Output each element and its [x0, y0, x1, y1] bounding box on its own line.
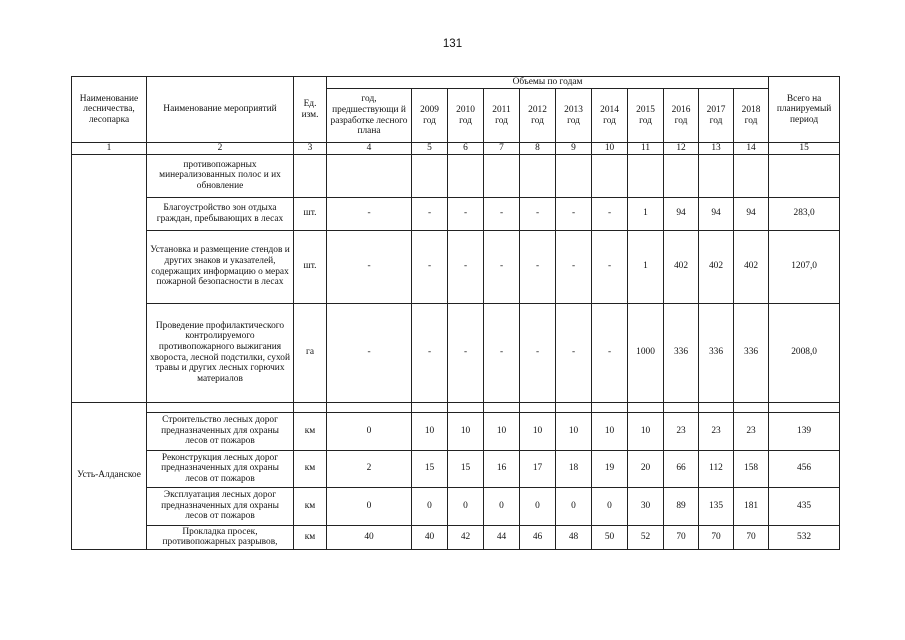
event-name: Проведение профилактического контролируемого противопожарного выжигания хвороста, лесной подстилки, сухой травы и других лесных горючих материалов — [147, 303, 294, 402]
volume-cell: 17 — [520, 450, 556, 487]
volume-cell: 336 — [664, 303, 699, 402]
volume-cell: 1000 — [628, 303, 664, 402]
header-volumes: Объемы по годам — [327, 77, 769, 89]
volume-cell — [556, 154, 592, 197]
volume-cell — [327, 154, 412, 197]
header-year: 2010 год — [448, 89, 484, 143]
event-name: Благоустройство зон отдыха граждан, пребывающих в лесах — [147, 197, 294, 230]
volume-cell: - — [556, 197, 592, 230]
table-row — [72, 525, 840, 549]
column-number: 13 — [699, 143, 734, 155]
volume-cell: 23 — [734, 412, 769, 450]
volume-cell: - — [592, 230, 628, 303]
volume-cell: - — [327, 197, 412, 230]
volume-cell: 10 — [628, 412, 664, 450]
volume-cell: - — [327, 303, 412, 402]
volume-cell: 0 — [520, 487, 556, 525]
volume-cell — [664, 402, 699, 412]
column-number: 5 — [412, 143, 448, 155]
unit-cell — [294, 154, 327, 197]
unit-cell: га — [294, 303, 327, 402]
volume-cell: 402 — [699, 230, 734, 303]
unit-cell: шт. — [294, 230, 327, 303]
volume-cell: 40 — [327, 525, 412, 549]
volume-cell: 2 — [327, 450, 412, 487]
volume-cell: 402 — [664, 230, 699, 303]
header-prev-year: год, предшествующи й разработке лесного плана — [327, 89, 412, 143]
volume-cell: 0 — [412, 487, 448, 525]
column-number: 10 — [592, 143, 628, 155]
volume-cell: 336 — [734, 303, 769, 402]
volume-cell: 94 — [664, 197, 699, 230]
volume-cell — [734, 402, 769, 412]
volume-cell: - — [520, 230, 556, 303]
table-row — [72, 412, 840, 450]
column-number: 2 — [147, 143, 294, 155]
volume-cell: 10 — [484, 412, 520, 450]
total-cell: 139 — [769, 412, 840, 450]
volume-cell: 0 — [327, 412, 412, 450]
volume-cell: 1 — [628, 197, 664, 230]
volume-cell: 52 — [628, 525, 664, 549]
event-name: Установка и размещение стендов и других знаков и указателей, содержащих информацию о мерах пожарной безопасности в лесах — [147, 230, 294, 303]
volume-cell: 336 — [699, 303, 734, 402]
volume-cell: 10 — [592, 412, 628, 450]
unit-cell: км — [294, 450, 327, 487]
volume-cell: 0 — [448, 487, 484, 525]
total-cell: 1207,0 — [769, 230, 840, 303]
total-cell: 532 — [769, 525, 840, 549]
volume-cell: 30 — [628, 487, 664, 525]
volume-cell: 70 — [734, 525, 769, 549]
unit-cell: км — [294, 487, 327, 525]
column-number: 8 — [520, 143, 556, 155]
volume-cell: - — [412, 303, 448, 402]
header-year: 2018 год — [734, 89, 769, 143]
header-event: Наименование мероприятий — [147, 77, 294, 143]
volume-cell: 19 — [592, 450, 628, 487]
volume-cell — [699, 154, 734, 197]
volume-cell: - — [448, 230, 484, 303]
volume-cell: 70 — [664, 525, 699, 549]
volume-cell — [448, 402, 484, 412]
volume-cell: - — [556, 303, 592, 402]
volume-cell — [628, 402, 664, 412]
volume-cell: - — [484, 230, 520, 303]
header-year: 2012 год — [520, 89, 556, 143]
volume-cell: 50 — [592, 525, 628, 549]
volume-cell: 10 — [556, 412, 592, 450]
column-number: 11 — [628, 143, 664, 155]
table-row — [72, 450, 840, 487]
unit-cell — [294, 402, 327, 412]
table-row — [72, 303, 840, 402]
column-number: 15 — [769, 143, 840, 155]
table-row — [72, 154, 840, 197]
volume-cell: - — [412, 230, 448, 303]
column-number: 14 — [734, 143, 769, 155]
event-name — [147, 402, 294, 412]
volume-cell: 135 — [699, 487, 734, 525]
table-row — [72, 230, 840, 303]
volume-cell: 0 — [484, 487, 520, 525]
volume-cell — [699, 402, 734, 412]
header-year: 2017 год — [699, 89, 734, 143]
column-number: 9 — [556, 143, 592, 155]
volume-cell: 10 — [412, 412, 448, 450]
volume-cell: 66 — [664, 450, 699, 487]
volume-cell — [664, 154, 699, 197]
volume-cell: 18 — [556, 450, 592, 487]
volume-cell: - — [484, 197, 520, 230]
volume-cell — [520, 402, 556, 412]
volume-cell: 70 — [699, 525, 734, 549]
event-name: Эксплуатация лесных дорог предназначенных для охраны лесов от пожаров — [147, 487, 294, 525]
volume-cell — [592, 402, 628, 412]
column-number: 4 — [327, 143, 412, 155]
volume-cell: 181 — [734, 487, 769, 525]
table-row — [72, 487, 840, 525]
volume-cell: 94 — [734, 197, 769, 230]
volume-cell: - — [412, 197, 448, 230]
volume-cell: - — [327, 230, 412, 303]
volume-cell: 0 — [327, 487, 412, 525]
volume-cell: - — [520, 303, 556, 402]
header-year: 2015 год — [628, 89, 664, 143]
volume-cell: 112 — [699, 450, 734, 487]
volume-cell — [412, 154, 448, 197]
volume-cell: 158 — [734, 450, 769, 487]
header-forestry: Наименование лесничества, лесопарка — [72, 77, 147, 143]
volume-cell: 48 — [556, 525, 592, 549]
unit-cell: км — [294, 525, 327, 549]
page-number: 131 — [442, 38, 463, 50]
header-unit: Ед. изм. — [294, 77, 327, 143]
volume-cell: 46 — [520, 525, 556, 549]
volume-cell: 402 — [734, 230, 769, 303]
total-cell — [769, 154, 840, 197]
forestry-cell: Усть-Алданское — [72, 402, 147, 549]
volume-cell: 0 — [556, 487, 592, 525]
header-year: 2014 год — [592, 89, 628, 143]
volume-cell — [412, 402, 448, 412]
volume-cell — [520, 154, 556, 197]
volume-cell — [484, 154, 520, 197]
volume-cell: 23 — [699, 412, 734, 450]
header-year: 2013 год — [556, 89, 592, 143]
volume-cell — [628, 154, 664, 197]
header-year: 2016 год — [664, 89, 699, 143]
volume-cell: 20 — [628, 450, 664, 487]
table-row — [72, 402, 840, 412]
column-number: 12 — [664, 143, 699, 155]
total-cell: 2008,0 — [769, 303, 840, 402]
volume-cell: 1 — [628, 230, 664, 303]
column-number: 3 — [294, 143, 327, 155]
forestry-cell — [72, 154, 147, 402]
forest-fire-plan-table — [71, 76, 840, 550]
event-name: противопожарных минерализованных полос и их обновление — [147, 154, 294, 197]
total-cell — [769, 402, 840, 412]
column-number: 6 — [448, 143, 484, 155]
volume-cell: - — [520, 197, 556, 230]
volume-cell: 42 — [448, 525, 484, 549]
unit-cell: км — [294, 412, 327, 450]
column-number: 1 — [72, 143, 147, 155]
unit-cell: шт. — [294, 197, 327, 230]
volume-cell: 89 — [664, 487, 699, 525]
event-name: Строительство лесных дорог предназначенных для охраны лесов от пожаров — [147, 412, 294, 450]
column-number: 7 — [484, 143, 520, 155]
volume-cell: 15 — [448, 450, 484, 487]
header-year: 2009 год — [412, 89, 448, 143]
header-total: Всего на планируемый период — [769, 77, 840, 143]
volume-cell: 94 — [699, 197, 734, 230]
volume-cell: 15 — [412, 450, 448, 487]
volume-cell: - — [448, 303, 484, 402]
event-name: Прокладка просек, противопожарных разрывов, — [147, 525, 294, 549]
volume-cell: - — [592, 197, 628, 230]
volume-cell: - — [448, 197, 484, 230]
header-year: 2011 год — [484, 89, 520, 143]
total-cell: 456 — [769, 450, 840, 487]
volume-cell: 16 — [484, 450, 520, 487]
volume-cell: 40 — [412, 525, 448, 549]
total-cell: 283,0 — [769, 197, 840, 230]
volume-cell: - — [484, 303, 520, 402]
total-cell: 435 — [769, 487, 840, 525]
volume-cell — [556, 402, 592, 412]
volume-cell: 10 — [520, 412, 556, 450]
volume-cell: 10 — [448, 412, 484, 450]
volume-cell — [592, 154, 628, 197]
volume-cell — [448, 154, 484, 197]
volume-cell: - — [592, 303, 628, 402]
volume-cell — [327, 402, 412, 412]
table-row — [72, 197, 840, 230]
volume-cell: 0 — [592, 487, 628, 525]
volume-cell: 23 — [664, 412, 699, 450]
volume-cell: - — [556, 230, 592, 303]
volume-cell — [484, 402, 520, 412]
volume-cell: 44 — [484, 525, 520, 549]
volume-cell — [734, 154, 769, 197]
event-name: Реконструкция лесных дорог предназначенных для охраны лесов от пожаров — [147, 450, 294, 487]
